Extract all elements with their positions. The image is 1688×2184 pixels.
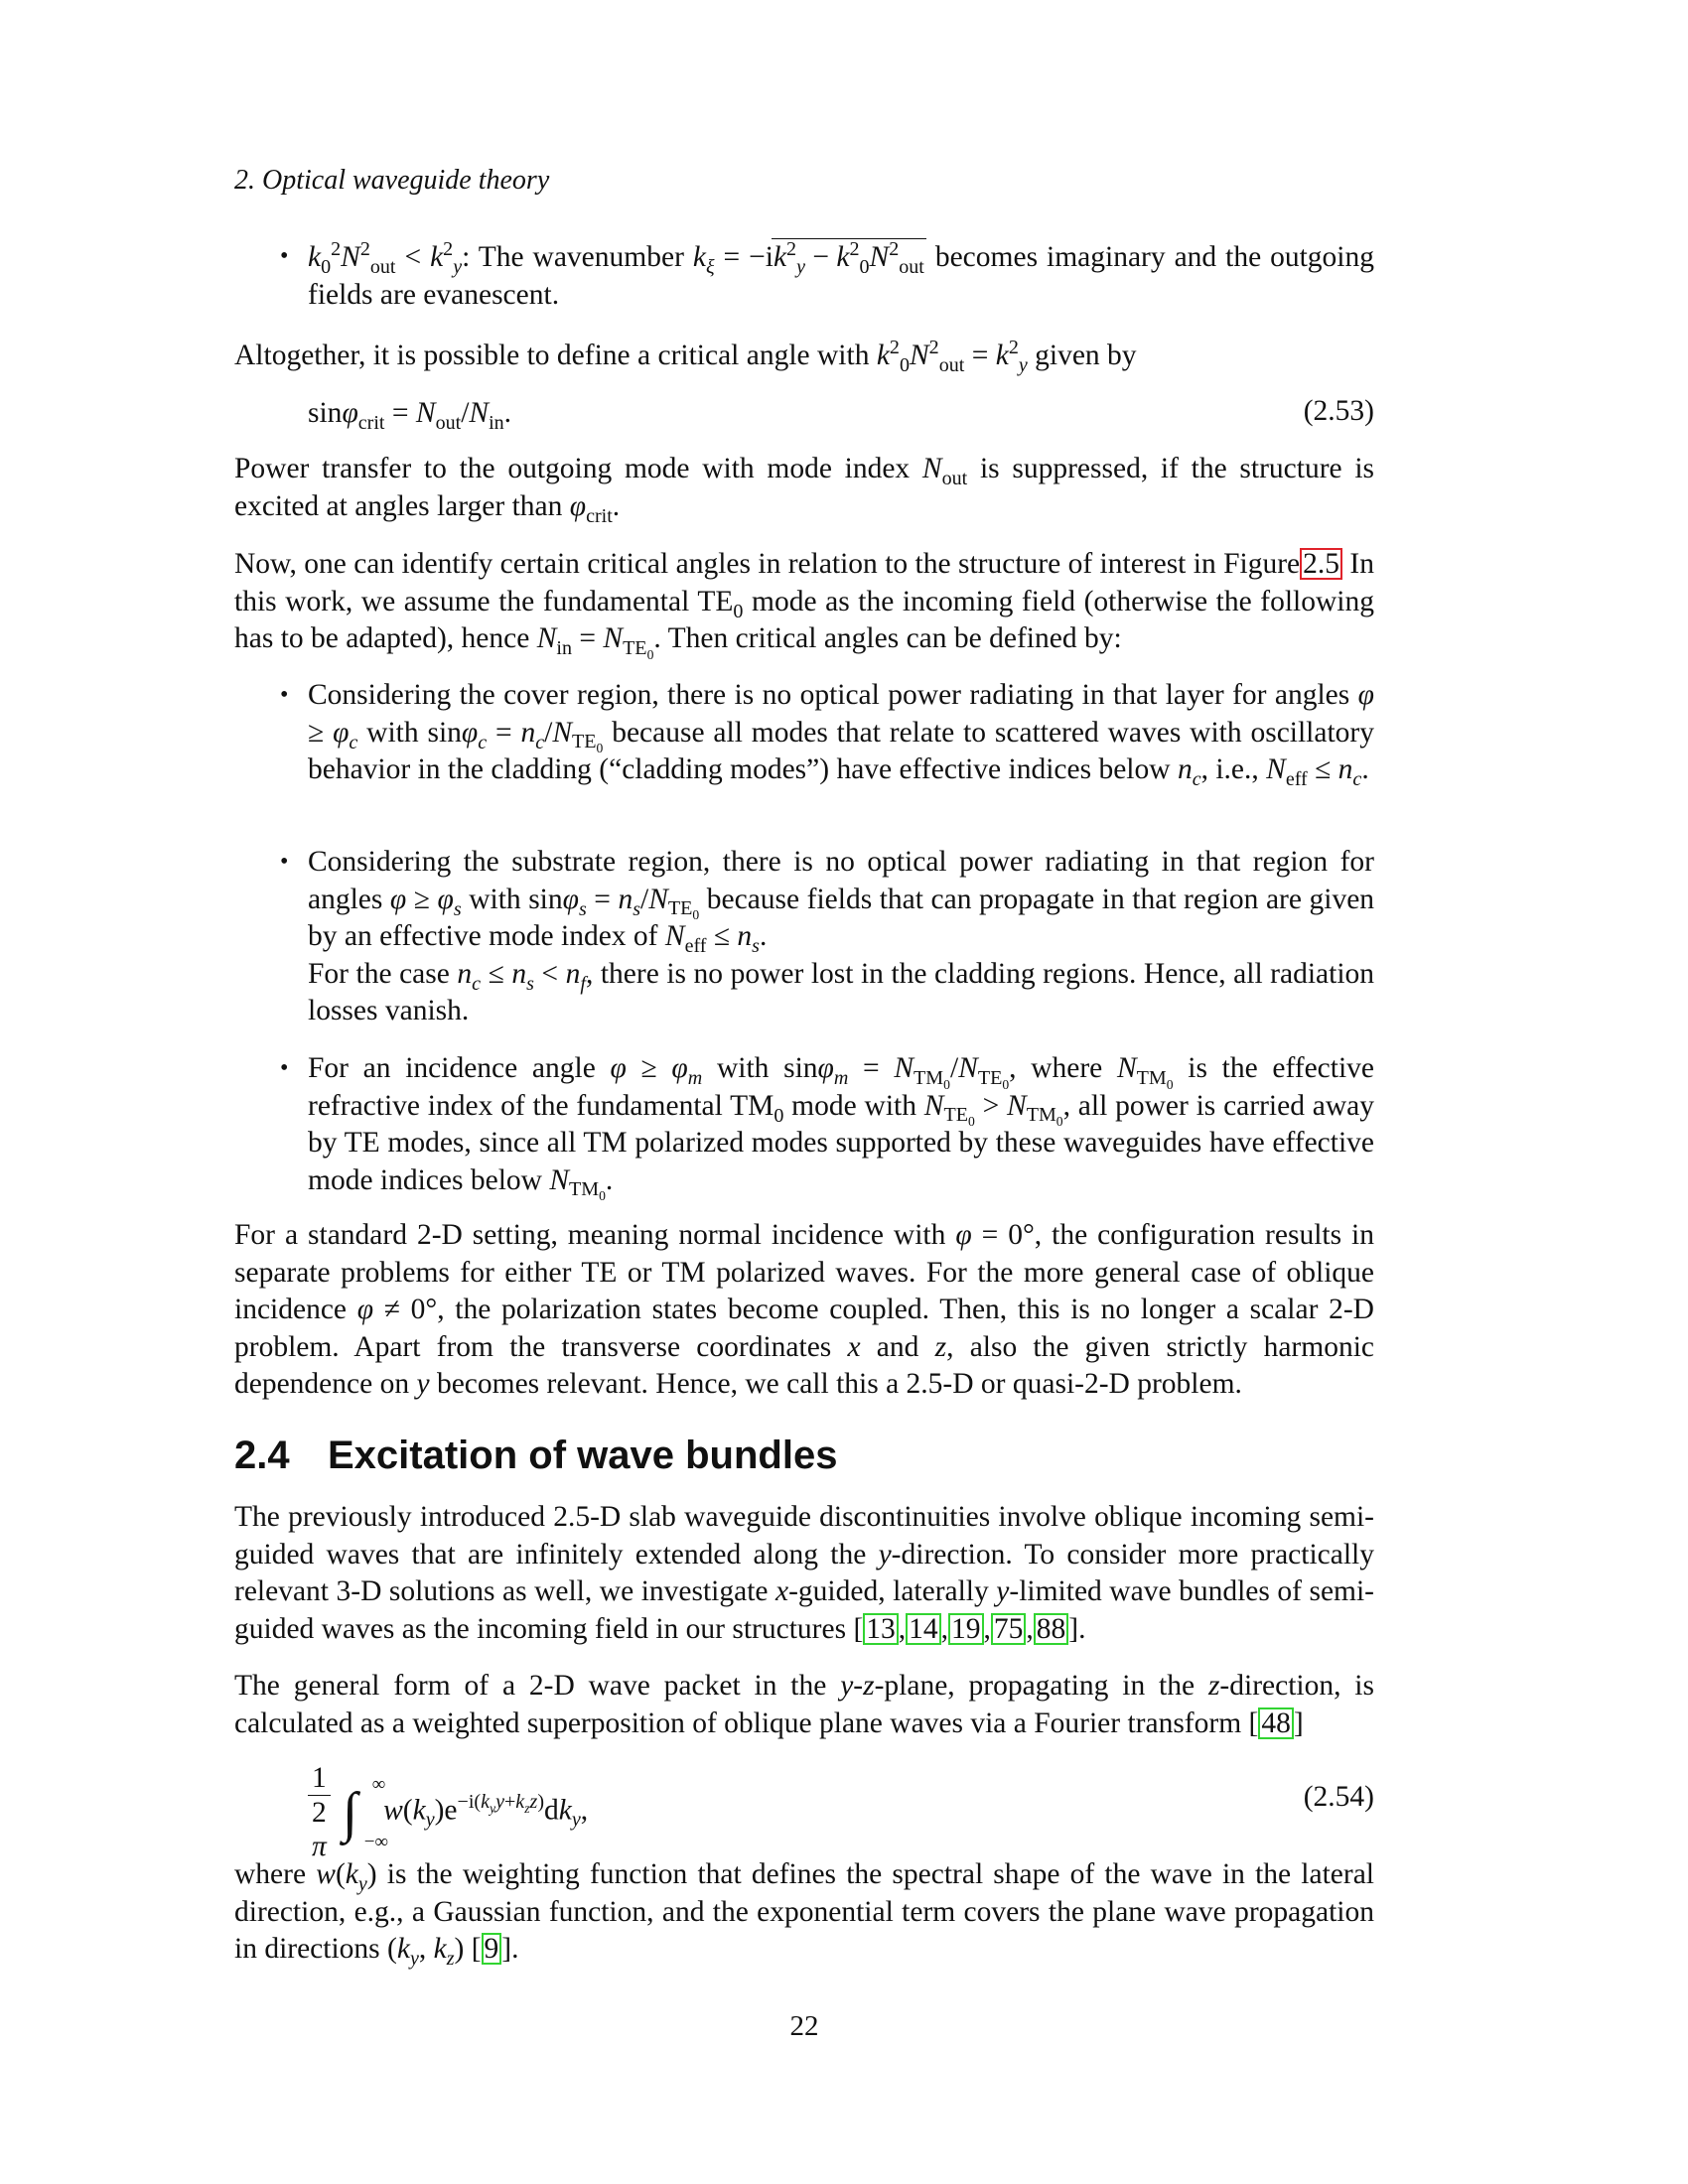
citation-link[interactable]: 14: [906, 1613, 941, 1645]
bullet-substrate-region: • Considering the substrate region, there is no optical power radiating in that region for angles $\varphi \ge \varphi_s$ with $\sin\varphi_s = n_s/N_{TE_0}$ because fields that can propagate in that region are given by an effective mode index of $N_{eff} \le n_s$. For the case $n_c \le n_s < n_f$, there is no power lost in the cladding regions. Hence, all radiation losses vanish.: [280, 846, 1375, 1026]
bullet-evanescent: • $k_0^2N^2_{out} < k^2_y$: The wavenumber $k_\xi = -ik^2_y - k^2_0N^2_{out}$ becomes imaginary and the outgoing fields are evanescent.: [280, 238, 1375, 311]
paragraph-weighting-function: where $w(k_y)$ is the weighting function that defines the spectral shape of the wave in the lateral direction, e.g., a Gaussian function, and the exponential term covers the plane wave propagation in directions ($k_y$, $k_z$) [ 9 ].: [234, 1858, 1375, 1970]
integral-sign: ∫ ∞ −∞: [342, 1773, 389, 1852]
running-header: 2. Optical waveguide theory: [234, 165, 550, 196]
paragraph-wave-bundles: The previously introduced 2.5-D slab waveguide discontinuities involve oblique incoming semi-guided waves that are infinitely extended along the y-direction. To consider more practically relevant 3-D solutions as well, we investigate x-guided, laterally y-limited wave bundles of semi-guided waves as the incoming field in our structures [ 13 , 14 , 19 , 75 , 88 ].: [234, 1501, 1374, 1645]
citation-link[interactable]: 88: [1034, 1613, 1069, 1645]
section-heading: [234, 1433, 837, 1478]
equation-number: (2.54): [1303, 1781, 1374, 1813]
fraction: 1 2 π: [308, 1761, 331, 1863]
bullet-cover-region: • Considering the cover region, there is no optical power radiating in that layer for angles $\varphi \ge \varphi_c$ with $\sin\varphi_c = n_c/N_{TE_0}$ because all modes that relate to scattered waves with oscillatory behavior in the cladding (“cladding modes”) have effective indices below $n_c$, i.e., $N_{eff} \le n_c$.: [280, 679, 1374, 790]
citation-link[interactable]: 75: [991, 1613, 1027, 1645]
bullet-dot: •: [280, 1055, 289, 1081]
sqrt-expression: $k^2_y - k^2_0N^2_{out}$: [773, 238, 924, 278]
bullet-tm-angle: • For an incidence angle $\varphi \ge \varphi_m$ with $\sin\varphi_m = N_{TM_0}/N_{TE_0}$, where $N_{TM_0}$ is the effective refractive index of the fundamental $TM_0$ mode with $N_{TE_0} > N_{TM_0}$, all power is carried away by TE modes, since all TM polarized modes supported by these waveguides have effective mode indices below $N_{TM_0}$.: [280, 1052, 1375, 1204]
equation-2-54: 1 2 π ∫ ∞ −∞ $w(k_y)e^{-i(k_yy+k_zz)}dk_y$,: [308, 1761, 588, 1863]
figure-reference-link[interactable]: 2.5: [1300, 548, 1342, 580]
bullet-dot: •: [280, 243, 289, 269]
citation-link[interactable]: 9: [482, 1933, 502, 1965]
equation-number: (2.53): [1303, 395, 1374, 427]
bullet-dot: •: [280, 682, 289, 708]
paragraph-standard-2d: For a standard 2-D setting, meaning normal incidence with φ = 0°, the configuration results in separate problems for either TE or TM polarized waves. For the more general case of oblique incidence φ ≠ 0°, the polarization states become coupled. Then, this is no longer a scalar 2-D problem. Apart from the transverse coordinates x and z, also the given strictly harmonic dependence on y becomes relevant. Hence, we call this a 2.5-D or quasi-2-D problem.: [234, 1219, 1375, 1400]
page-number: 22: [789, 2010, 819, 2042]
paragraph-wave-packet: The general form of a 2-D wave packet in the y-z-plane, propagating in the z-direction, is calculated as a weighted superposition of oblique plane waves via a Fourier transform [ 48 ]: [234, 1670, 1374, 1739]
citation-link[interactable]: 19: [948, 1613, 984, 1645]
bullet-dot: •: [280, 849, 289, 875]
section-number: 2.4: [234, 1433, 290, 1477]
paragraph-critical-angle: Altogether, it is possible to define a critical angle with $k^2_0N^2_{out} = k^2_y$ given by: [234, 337, 1137, 376]
section-title: Excitation of wave bundles: [328, 1433, 838, 1477]
equation-2-53: $\sin\varphi_{crit} = N_{out}/N_{in}$.: [308, 397, 512, 434]
citation-link[interactable]: 13: [863, 1613, 899, 1645]
citation-link[interactable]: 48: [1258, 1707, 1294, 1739]
paragraph-critical-angles-intro: Now, one can identify certain critical angles in relation to the structure of interest in Figure 2.5 In this work, we assume the fundamental $TE_0$ mode as the incoming field (otherwise the following has to be adapted), hence $N_{in} = N_{TE_0}$. Then critical angles can be defined by:: [234, 548, 1375, 662]
paragraph-power-transfer: Power transfer to the outgoing mode with mode index $N_{out}$ is suppressed, if the structure is excited at angles larger than $\varphi_{crit}$.: [234, 453, 1375, 527]
math-inline: k: [308, 241, 322, 273]
